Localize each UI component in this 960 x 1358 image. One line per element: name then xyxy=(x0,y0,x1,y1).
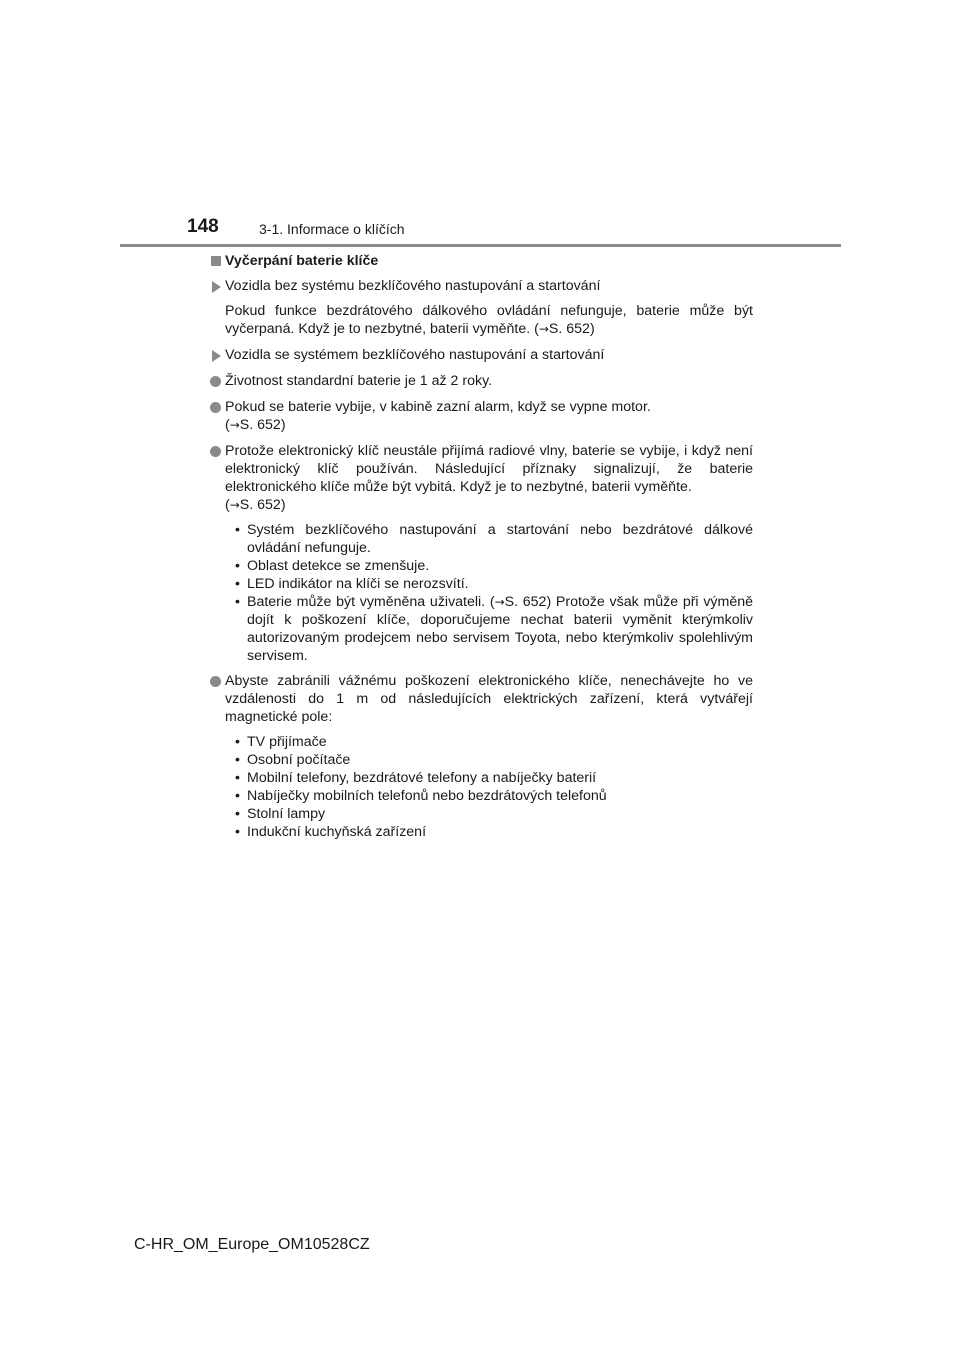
circle-bullet-icon xyxy=(210,446,221,457)
page-header xyxy=(0,0,960,250)
list-item: • Mobilní telefony, bezdrátové telefony a nabíječky baterií xyxy=(235,770,597,786)
list-item: • Osobní počítače xyxy=(235,752,351,768)
arrow-icon: → xyxy=(229,498,240,512)
page-reference-link[interactable]: S. 652) xyxy=(239,497,286,513)
circle-bullet-icon xyxy=(210,376,221,387)
subheading-with-keyless: Vozidla se systémem bezklíčového nastupování a startování xyxy=(210,346,753,364)
bullet-alarm: Pokud se baterie vybije, v kabině zazní alarm, když se vypne motor. (→S. 652) xyxy=(210,398,753,434)
section-heading: Vyčerpání baterie klíče xyxy=(210,252,753,270)
section-title: 3-1. Informace o klíčích xyxy=(259,221,405,237)
list-item: • Systém bezklíčového nastupování a startování nebo bezdrátové dálkové ovládání nefunguje. xyxy=(235,522,753,556)
triangle-bullet-icon xyxy=(212,281,221,293)
list-item: • Oblast detekce se zmenšuje. xyxy=(235,558,430,574)
circle-bullet-icon xyxy=(210,676,221,687)
circle-bullet-icon xyxy=(210,402,221,413)
page-number: 148 xyxy=(187,216,219,237)
bullet-battery-life: Životnost standardní baterie je 1 až 2 roky. xyxy=(210,372,753,390)
square-bullet-icon xyxy=(211,256,221,266)
page-content xyxy=(210,252,753,841)
paragraph-remote-battery: Pokud funkce bezdrátového dálkového ovládání nefunguje, baterie může být vyčerpaná. Když je to nezbytné, baterii vyměňte. (→S. 652) xyxy=(225,303,753,337)
bullet-magnetic-field: Abyste zabránili vážnému poškození elektronického klíče, nenechávejte ho ve vzdálenosti do 1 m od následujících elektrických zařízení, která vytvářejí magnetické pole: xyxy=(210,672,753,726)
document-code: C-HR_OM_Europe_OM10528CZ xyxy=(134,1236,370,1253)
arrow-icon: → xyxy=(538,322,549,336)
list-item: • Indukční kuchyňská zařízení xyxy=(235,824,427,840)
header-divider xyxy=(120,244,841,247)
arrow-icon: → xyxy=(229,418,240,432)
symptom-list xyxy=(210,521,753,665)
device-list xyxy=(210,733,753,841)
triangle-bullet-icon xyxy=(212,350,221,362)
list-item: • Stolní lampy xyxy=(235,806,326,822)
arrow-icon: → xyxy=(494,595,505,609)
bullet-radio-waves: Protože elektronický klíč neustále přijímá radiové vlny, baterie se vybije, i když není elektronický klíč používán. Následující příznaky signalizují, že baterie elektronického klíče může být vybitá. Když je to nezbytné, baterii vyměňte. (→S. 652) xyxy=(210,442,753,514)
list-item: • TV přijímače xyxy=(235,734,327,750)
page-reference-link[interactable]: S. 652) xyxy=(239,417,286,433)
list-item: • LED indikátor na klíči se nerozsvítí. xyxy=(235,576,469,592)
list-item: • Nabíječky mobilních telefonů nebo bezdrátových telefonů xyxy=(235,788,607,804)
page-reference-link[interactable]: S. 652) xyxy=(548,321,595,337)
subheading-no-keyless: Vozidla bez systému bezklíčového nastupování a startování xyxy=(210,277,753,295)
list-item: • Baterie může být vyměněna uživateli. (→S. 652) Protože však může při výměně dojít k poškození klíče, doporučujeme nechat baterii vyměnit kterýmkoliv autorizovaným prodejcem nebo servisem Toyota, nebo kterýmkoliv spolehlivým servisem. xyxy=(235,594,753,664)
